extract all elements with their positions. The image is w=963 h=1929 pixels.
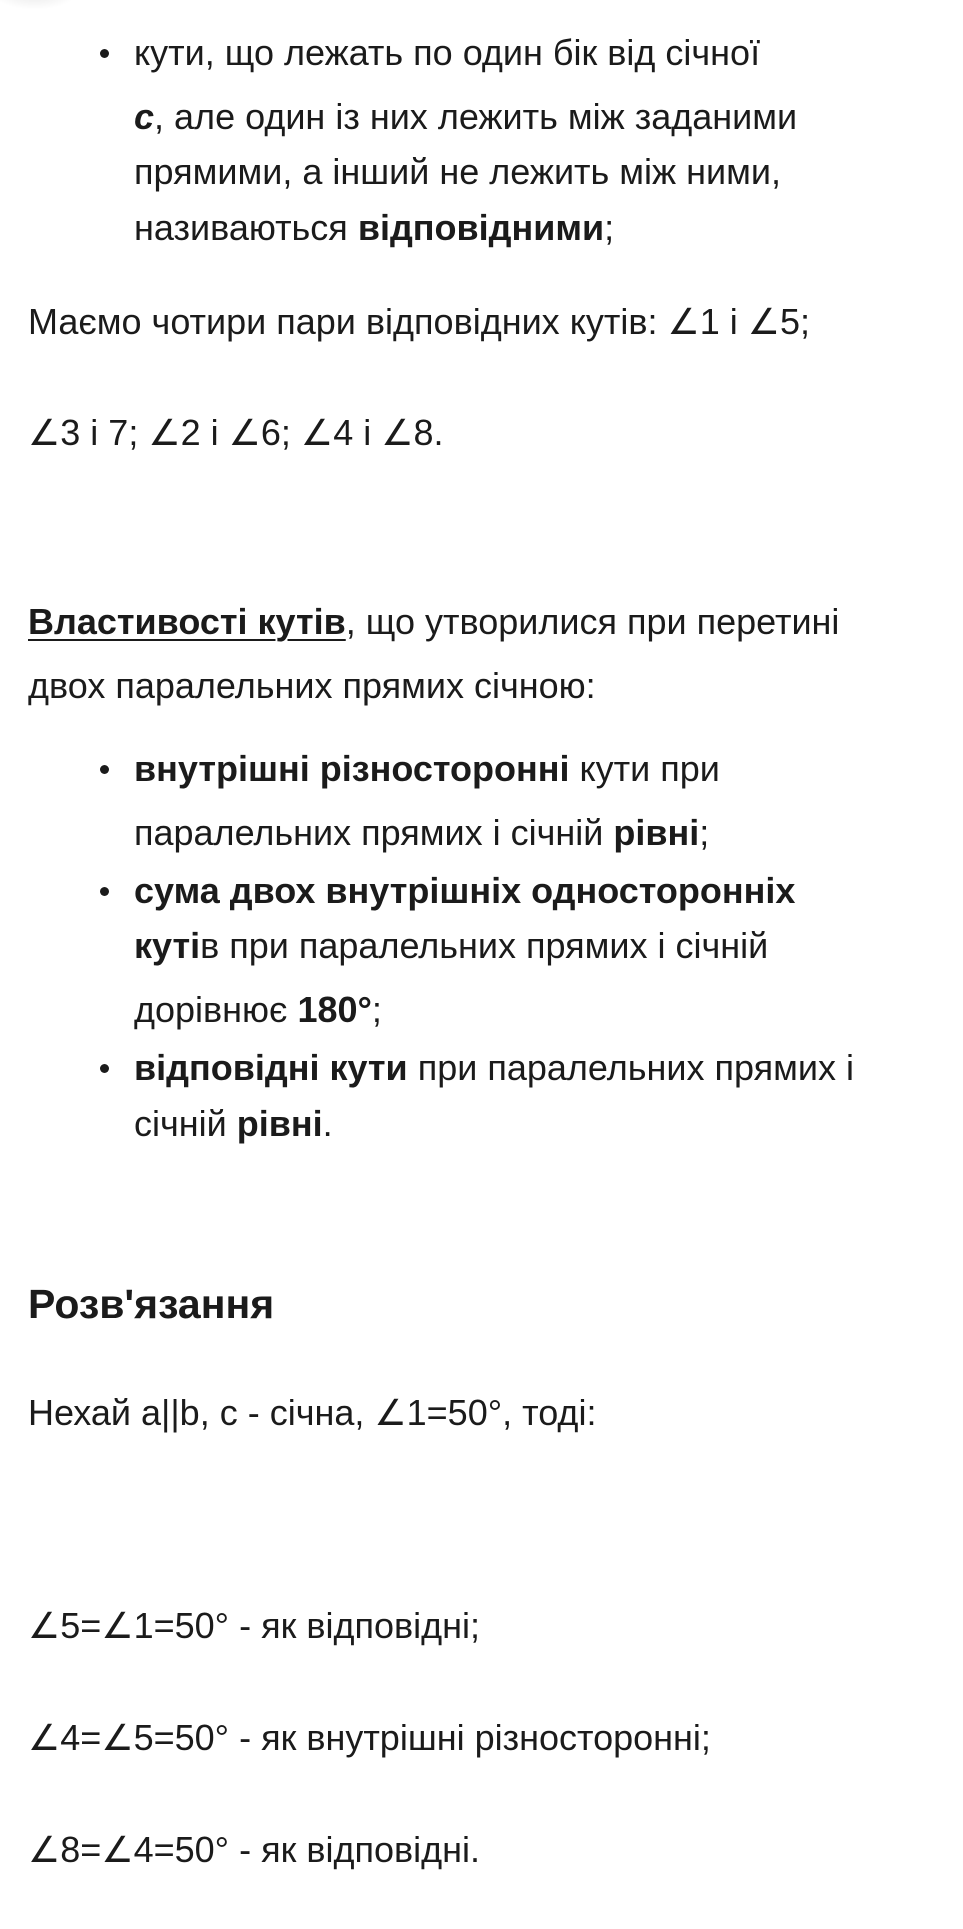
property-1-bold: внутрішні різносторонні	[134, 748, 570, 789]
property-3-text-2: січній	[134, 1103, 237, 1144]
property-2-bold-2: куті	[134, 925, 201, 966]
property-1-bold-2: рівні	[613, 812, 700, 853]
property-2-text-3: дорівнює	[134, 989, 298, 1030]
solution-heading: Розв'язання	[28, 1281, 275, 1327]
intro-line-4-end: ;	[604, 207, 615, 248]
corner-shadow	[0, 0, 80, 10]
property-3-line-2	[134, 1095, 333, 1153]
pairs-line-1: Маємо чотири пари відповідних кутів: ∠1 і ∠5;	[28, 301, 811, 342]
intro-line-2-text: , але один із них лежить між заданими	[154, 96, 798, 137]
property-2-line-3	[134, 981, 382, 1039]
pairs-line-2: ∠3 і 7; ∠2 і ∠6; ∠4 і ∠8.	[28, 412, 444, 453]
property-1-text-2: паралельних прямих і січній	[134, 812, 614, 853]
intro-line-4-text: називаються	[134, 207, 358, 248]
properties-link[interactable]: Властивості кутів	[28, 601, 346, 642]
solution-step-3: ∠8=∠4=50° - як відповідні.	[28, 1829, 480, 1870]
solution-given: Нехай a||b, c - січна, ∠1=50°, тоді:	[28, 1392, 597, 1433]
property-3-end: .	[322, 1103, 333, 1144]
intro-line-2	[134, 88, 797, 146]
property-2-end: ;	[371, 989, 382, 1030]
property-2-bold-3: 180°	[297, 989, 372, 1030]
bullet-dot	[100, 49, 109, 58]
property-3-line-1	[134, 1039, 854, 1097]
property-3-text: при паралельних прямих і	[407, 1047, 854, 1088]
properties-title-line-2: двох паралельних прямих січною:	[28, 665, 596, 706]
bullet-dot	[100, 887, 109, 896]
property-3-bold-2: рівні	[236, 1103, 323, 1144]
bullet-dot	[100, 1064, 109, 1073]
corresponding-term: відповідними	[357, 207, 605, 248]
property-1-line-1	[134, 740, 720, 798]
properties-title-rest: , що утворилися при перетині	[345, 601, 840, 642]
intro-line-3: прямими, а інший не лежить між ними,	[134, 151, 781, 192]
property-3-bold: відповідні кути	[134, 1047, 408, 1088]
intro-line-1: кути, що лежать по один бік від січної	[134, 32, 761, 73]
intro-line-4	[134, 199, 614, 257]
property-2-line-2	[134, 917, 768, 975]
property-2-line-1	[134, 862, 795, 920]
solution-step-2: ∠4=∠5=50° - як внутрішні різносторонні;	[28, 1717, 711, 1758]
property-2-text-2: в при паралельних прямих і січній	[200, 925, 769, 966]
property-1-text: кути при	[569, 748, 720, 789]
property-1-line-2	[134, 804, 709, 862]
bullet-dot	[100, 765, 109, 774]
solution-step-1: ∠5=∠1=50° - як відповідні;	[28, 1605, 480, 1646]
properties-title	[28, 593, 839, 651]
property-1-end: ;	[699, 812, 710, 853]
property-2-bold: сума двох внутрішніх односторонніх	[134, 870, 796, 911]
secant-variable: c	[134, 96, 155, 137]
